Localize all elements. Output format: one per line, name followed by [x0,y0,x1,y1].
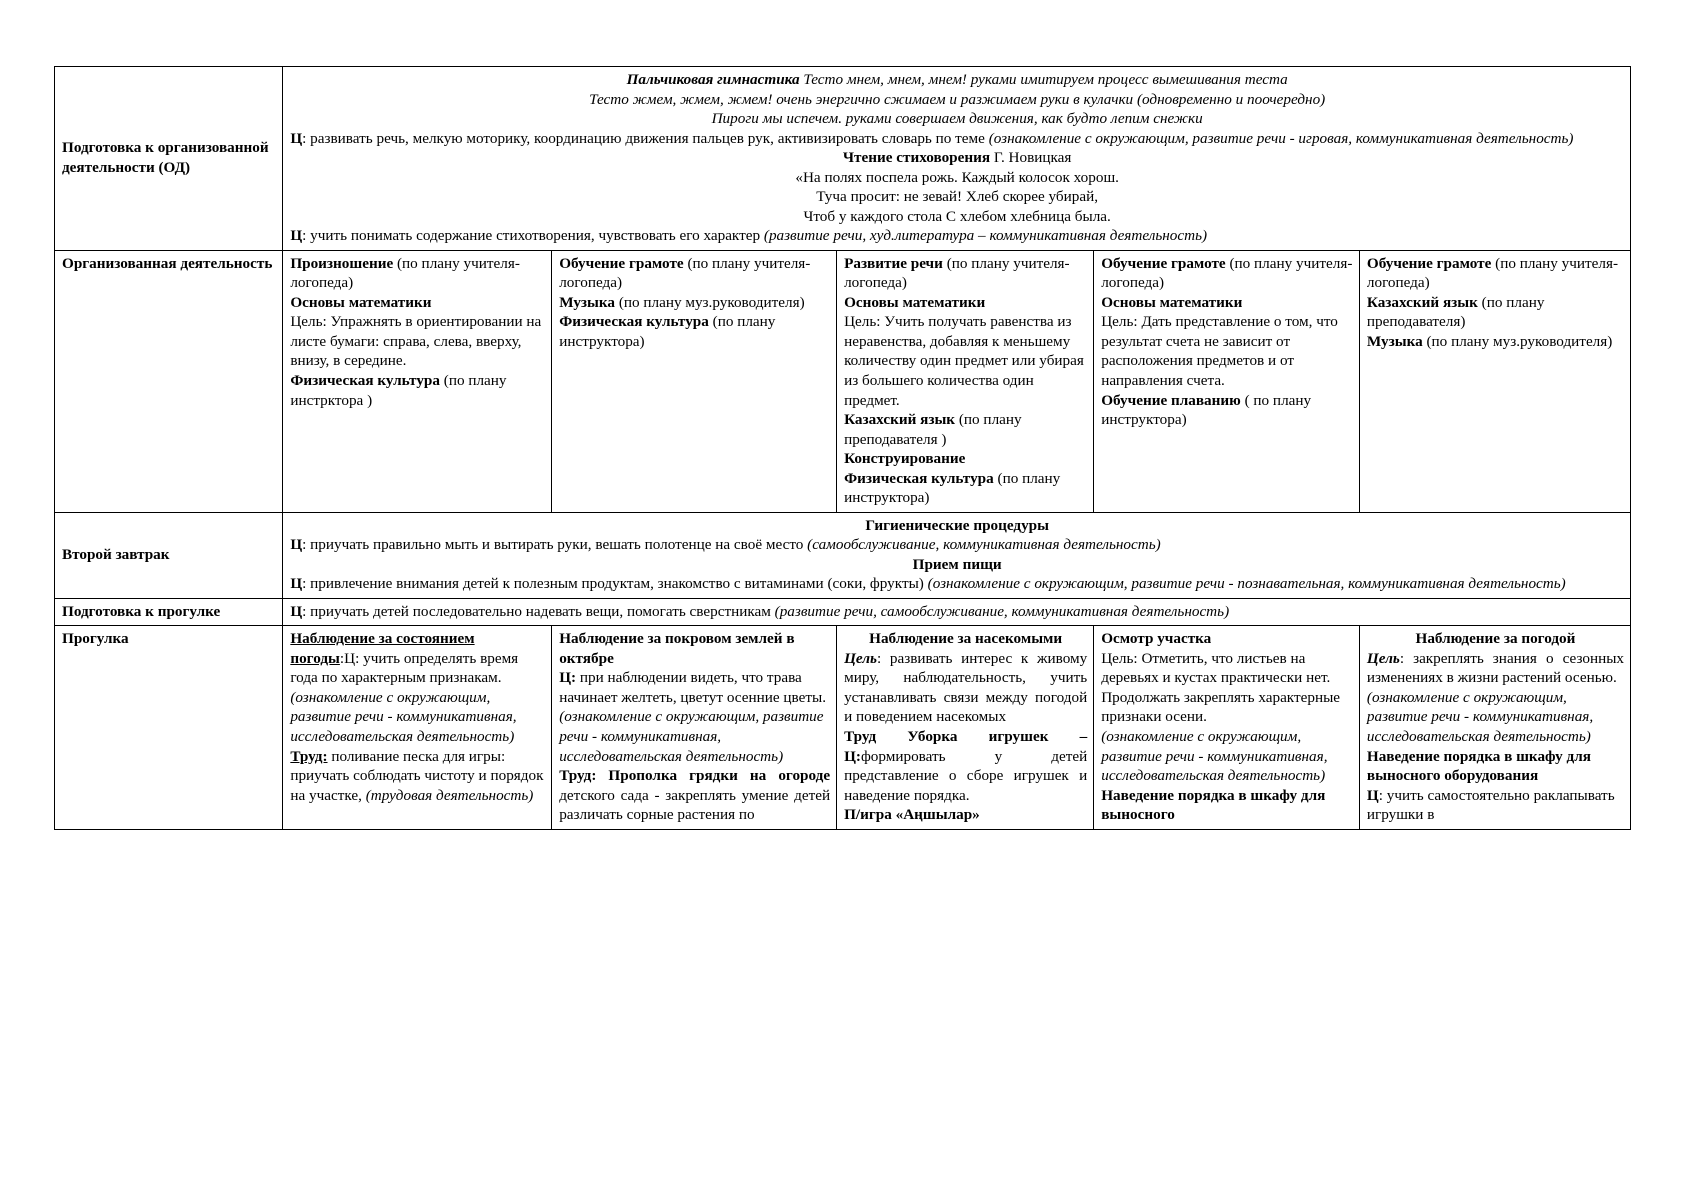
text-block [844,312,1087,410]
text-run: Цель: Дать представление о том, что результат счета не зависит от расположения предметов и от направления счета. [1101,313,1338,389]
rich-blocks [1367,254,1624,352]
text-block [290,70,1624,90]
text-run: Чтение стиховорения [842,149,991,167]
text-block [290,148,1624,168]
text-run: Гигиенические процедуры [865,516,1049,534]
text-run: Музыка [1366,332,1423,350]
text-run: : развивать речь, мелкую моторику, координацию движения пальцев рук, активизировать словарь по теме [302,129,989,147]
text-run: : привлечение внимания детей к полезным продуктам, знакомство с витаминами (соки, фрукты) [302,575,928,593]
text-run: (ознакомление с окружающим, развитие речи - коммуникативная, исследовательская деятельность) [559,708,824,765]
text-block [1101,786,1353,825]
text-run: Ц [290,602,303,620]
text-run: Конструирование [844,450,966,468]
text-block [559,254,830,293]
text-block [290,129,1624,149]
rich-blocks [290,254,545,410]
text-run: ( по плану инструктора) [1101,391,1312,429]
text-run: Ц [290,227,303,245]
text-run: (по плану инструктора) [844,469,1061,507]
row-label-text: Подготовка к прогулке [62,602,221,620]
text-run: (развитие речи, худ.литература – коммуникативная деятельность) [763,227,1208,245]
text-run: Наблюдение за погодой [1415,630,1576,648]
row-label-prep-od [55,67,283,251]
row-label-organized-activity [55,250,283,512]
text-run: Наведение порядка в шкафу для выносного оборудования [1366,747,1591,785]
table-row [55,598,1631,626]
activity-column-1 [283,250,552,512]
text-run: (трудовая деятельность) [365,786,534,804]
text-block [1101,312,1353,390]
text-run: при наблюдении видеть, что трава начинает желтеть, цветут осенние цветы. [559,669,826,706]
text-run: Обучение грамоте [559,254,684,272]
text-run: : учить понимать содержание стихотворения, чувствовать его характер [302,227,764,245]
text-run: Ц [1366,786,1379,804]
table-row [55,67,1631,251]
row-label-text: Подготовка к организованной деятельности (ОД) [62,139,269,176]
text-block [1367,747,1624,786]
rich-blocks [290,629,545,805]
text-block [844,727,1087,805]
text-run: Произношение [290,254,394,272]
text-block [1101,649,1353,727]
text-block [290,602,1624,622]
text-run: (по плану инструктора) [559,313,776,350]
rich-blocks [290,70,1624,246]
text-block [1101,629,1353,649]
text-run: Цель: Учить получать равенства из неравенства, добавляя к меньшему количеству один предмет или убирая из большего количества один предмет. [844,313,1084,409]
text-block [1101,293,1353,313]
text-run: Цель [844,649,877,667]
text-run: Труд: Прополка грядки на огороде [559,767,831,785]
row-label-text: Второй завтрак [62,545,170,563]
text-run: : закреплять знания о сезонных изменениях в жизни растений осенью. [1366,649,1624,687]
text-run: (по плану преподавателя ) [844,411,1022,448]
walk-column-2 [552,626,837,829]
text-block [290,187,1624,207]
text-run: :Ц: учить определять время года по характерным признакам. [290,649,519,687]
text-run: Тесто жмем, жмем, жмем! очень энергично сжимаем и разжимаем руки в кулачки (одновременно и поочередно) [589,90,1326,108]
rich-blocks [290,602,1624,622]
text-run: Осмотр участка [1101,630,1212,648]
text-block [559,293,830,313]
text-block [844,649,1087,727]
text-run: Цель: Упражнять в ориентировании на листе бумаги: справа, слева, вверху, внизу, в середине. [290,313,542,370]
text-block [1367,293,1624,332]
text-block [290,312,545,371]
text-block [844,254,1087,293]
text-run: Физическая культура [290,371,440,389]
text-block [1101,254,1353,293]
text-run: (развитие речи, самообслуживание, коммуникативная деятельность) [774,602,1230,620]
text-run: (по плану преподавателя) [1366,293,1545,331]
text-run: Чтоб у каждого стола С хлебом хлебница была. [803,207,1111,225]
rich-blocks [559,254,830,352]
text-block [844,293,1087,313]
text-run: Труд Уборка игрушек – [844,728,1088,745]
text-run: Ц [290,575,303,593]
text-block [290,574,1624,594]
text-block [1367,332,1624,352]
walk-column-4 [1094,626,1360,829]
text-run: Физическая культура [559,313,709,331]
row-content-second-breakfast [283,512,1631,598]
text-run: Цель: Отметить, что листьев на деревьях и кустах практически нет. Продолжать закреплять характерные признаки осени. [1101,649,1341,726]
text-run: (по плану муз.руководителя) [1422,332,1613,350]
text-run: Обучение грамоте [1101,254,1226,272]
row-content-walk-prep [283,598,1631,626]
text-run: (по плану учителя-логопеда) [844,254,1070,292]
text-block [1367,649,1624,688]
text-run: Труд: [290,747,328,765]
text-run: (ознакомление с окружающим, развитие речи - игровая, коммуникативная деятельность) [988,129,1574,147]
row-label-walk-prep [55,598,283,626]
text-run: Музыка [559,293,616,311]
text-run: (по плану учителя-логопеда) [559,254,811,292]
activity-column-3 [837,250,1094,512]
rich-blocks [290,516,1624,594]
text-block [290,168,1624,188]
text-run: (ознакомление с окружающим, развитие речи - коммуникативная, исследовательская деятельность) [290,688,517,745]
activity-column-4 [1094,250,1360,512]
text-block [290,207,1624,227]
text-block [290,555,1624,575]
text-run: (ознакомление с окружающим, развитие речи - познавательная, коммуникативная деятельность) [927,575,1566,593]
text-block [290,629,545,688]
text-run: Ц [290,536,303,554]
text-block [290,254,545,293]
text-run: Наблюдение за покровом землей в октябре [559,630,795,667]
text-run: «На полях поспела рожь. Каждый колосок хорош. [795,168,1119,186]
text-run: (по плану учителя-логопеда) [1101,254,1353,292]
text-run: Наблюдение за насекомыми [869,630,1063,648]
text-run: (ознакомление с окружающим, развитие речи - коммуникативная, исследовательская деятельность) [1101,728,1328,785]
text-block [1101,727,1353,786]
text-block [290,516,1624,536]
text-block [290,293,545,313]
text-run: Наблюдение за состоянием погоды [290,630,475,667]
activity-column-5 [1359,250,1630,512]
text-run: (ознакомление с окружающим, развитие речи - коммуникативная, исследовательская деятельность) [1366,688,1594,745]
text-block [559,668,830,707]
text-run: : учить самостоятельно раклапывать игрушки в [1366,786,1615,824]
daily-plan-table [54,66,1631,830]
text-run: (по плану муз.руководителя) [615,293,805,311]
text-run: Туча просит: не зевай! Хлеб скорее убирай, [816,188,1099,206]
text-run: Основы математики [1101,293,1243,311]
row-label-walk [55,626,283,829]
rich-blocks [844,254,1087,508]
text-run: (самообслуживание, коммуникативная деятельность) [807,536,1161,554]
rich-blocks [1367,629,1624,824]
text-run: Обучение плаванию [1101,391,1241,409]
text-run: Цель [1366,649,1400,667]
text-run: : развивать интерес к живому миру, наблюдательность, учить устанавливать связи между погодой и поведением насекомых [844,649,1088,726]
text-run: Физическая культура [844,469,994,487]
text-run: детского сада - закреплять умение детей различать сорные растения по [559,786,831,824]
walk-column-3 [837,626,1094,829]
text-run: Тесто мнем, мнем, мнем! руками имитируем процесс вымешивания теста [803,71,1288,88]
text-block [290,109,1624,129]
text-block [844,629,1087,649]
text-run: Казахский язык [844,411,956,429]
text-block [290,535,1624,555]
row-label-text: Прогулка [62,630,129,648]
text-block [290,371,545,410]
rich-blocks [1101,629,1353,824]
text-block [290,688,545,747]
text-block [559,707,830,766]
text-run: Основы математики [290,293,432,311]
text-block [1367,629,1624,649]
row-content-prep-od [283,67,1631,251]
text-run: Развитие речи [844,254,943,272]
text-run: Обучение грамоте [1366,254,1492,272]
table-row [55,250,1631,512]
rich-blocks [1101,254,1353,430]
text-block [1367,786,1624,825]
text-block [559,766,830,825]
text-block [1101,391,1353,430]
text-run: Ц: [844,747,861,765]
table-row [55,626,1631,829]
text-run: Наведение порядка в шкафу для выносного [1101,786,1326,824]
rich-blocks [559,629,830,824]
text-run: формировать у детей представление о сборе игрушек и наведение порядка. [844,747,1088,804]
text-run: Основы математики [844,293,986,311]
text-run: П/игра «Аңшылар» [844,806,980,824]
text-run: (по плану инстрктора ) [290,371,507,409]
text-run: (по плану учителя-логопеда) [290,254,520,292]
row-label-second-breakfast [55,512,283,598]
rich-blocks [844,629,1087,824]
text-run: Пальчиковая гимнастика [626,71,804,88]
text-block [844,410,1087,449]
table-row [55,512,1631,598]
text-run: (по плану учителя-логопеда) [1366,254,1619,292]
text-run: : приучать правильно мыть и вытирать руки, вешать полотенце на своё место [302,536,808,554]
activity-column-2 [552,250,837,512]
text-run: Пироги мы испечем. руками совершаем движения, как будто лепим снежки [711,110,1203,128]
text-block [1367,254,1624,293]
walk-column-1 [283,626,552,829]
text-run: Прием пищи [912,555,1002,573]
text-block [1367,688,1624,747]
text-block [844,469,1087,508]
text-block [559,312,830,351]
text-block [844,805,1087,825]
text-run: Г. Новицкая [990,149,1072,167]
text-block [290,226,1624,246]
text-block [290,747,545,806]
text-run: Казахский язык [1366,293,1478,311]
text-block [559,629,830,668]
walk-column-5 [1359,626,1630,829]
text-block [844,449,1087,469]
text-run: Ц: [559,669,577,687]
row-label-text: Организованная деятельность [62,254,273,272]
text-run: Ц [290,129,303,147]
table-body [55,67,1631,830]
text-block [290,90,1624,110]
text-run: : приучать детей последовательно надевать вещи, помогать сверстникам [302,602,775,620]
text-run: поливание песка для игры: приучать соблюдать чистоту и порядок на участке, [290,747,544,804]
